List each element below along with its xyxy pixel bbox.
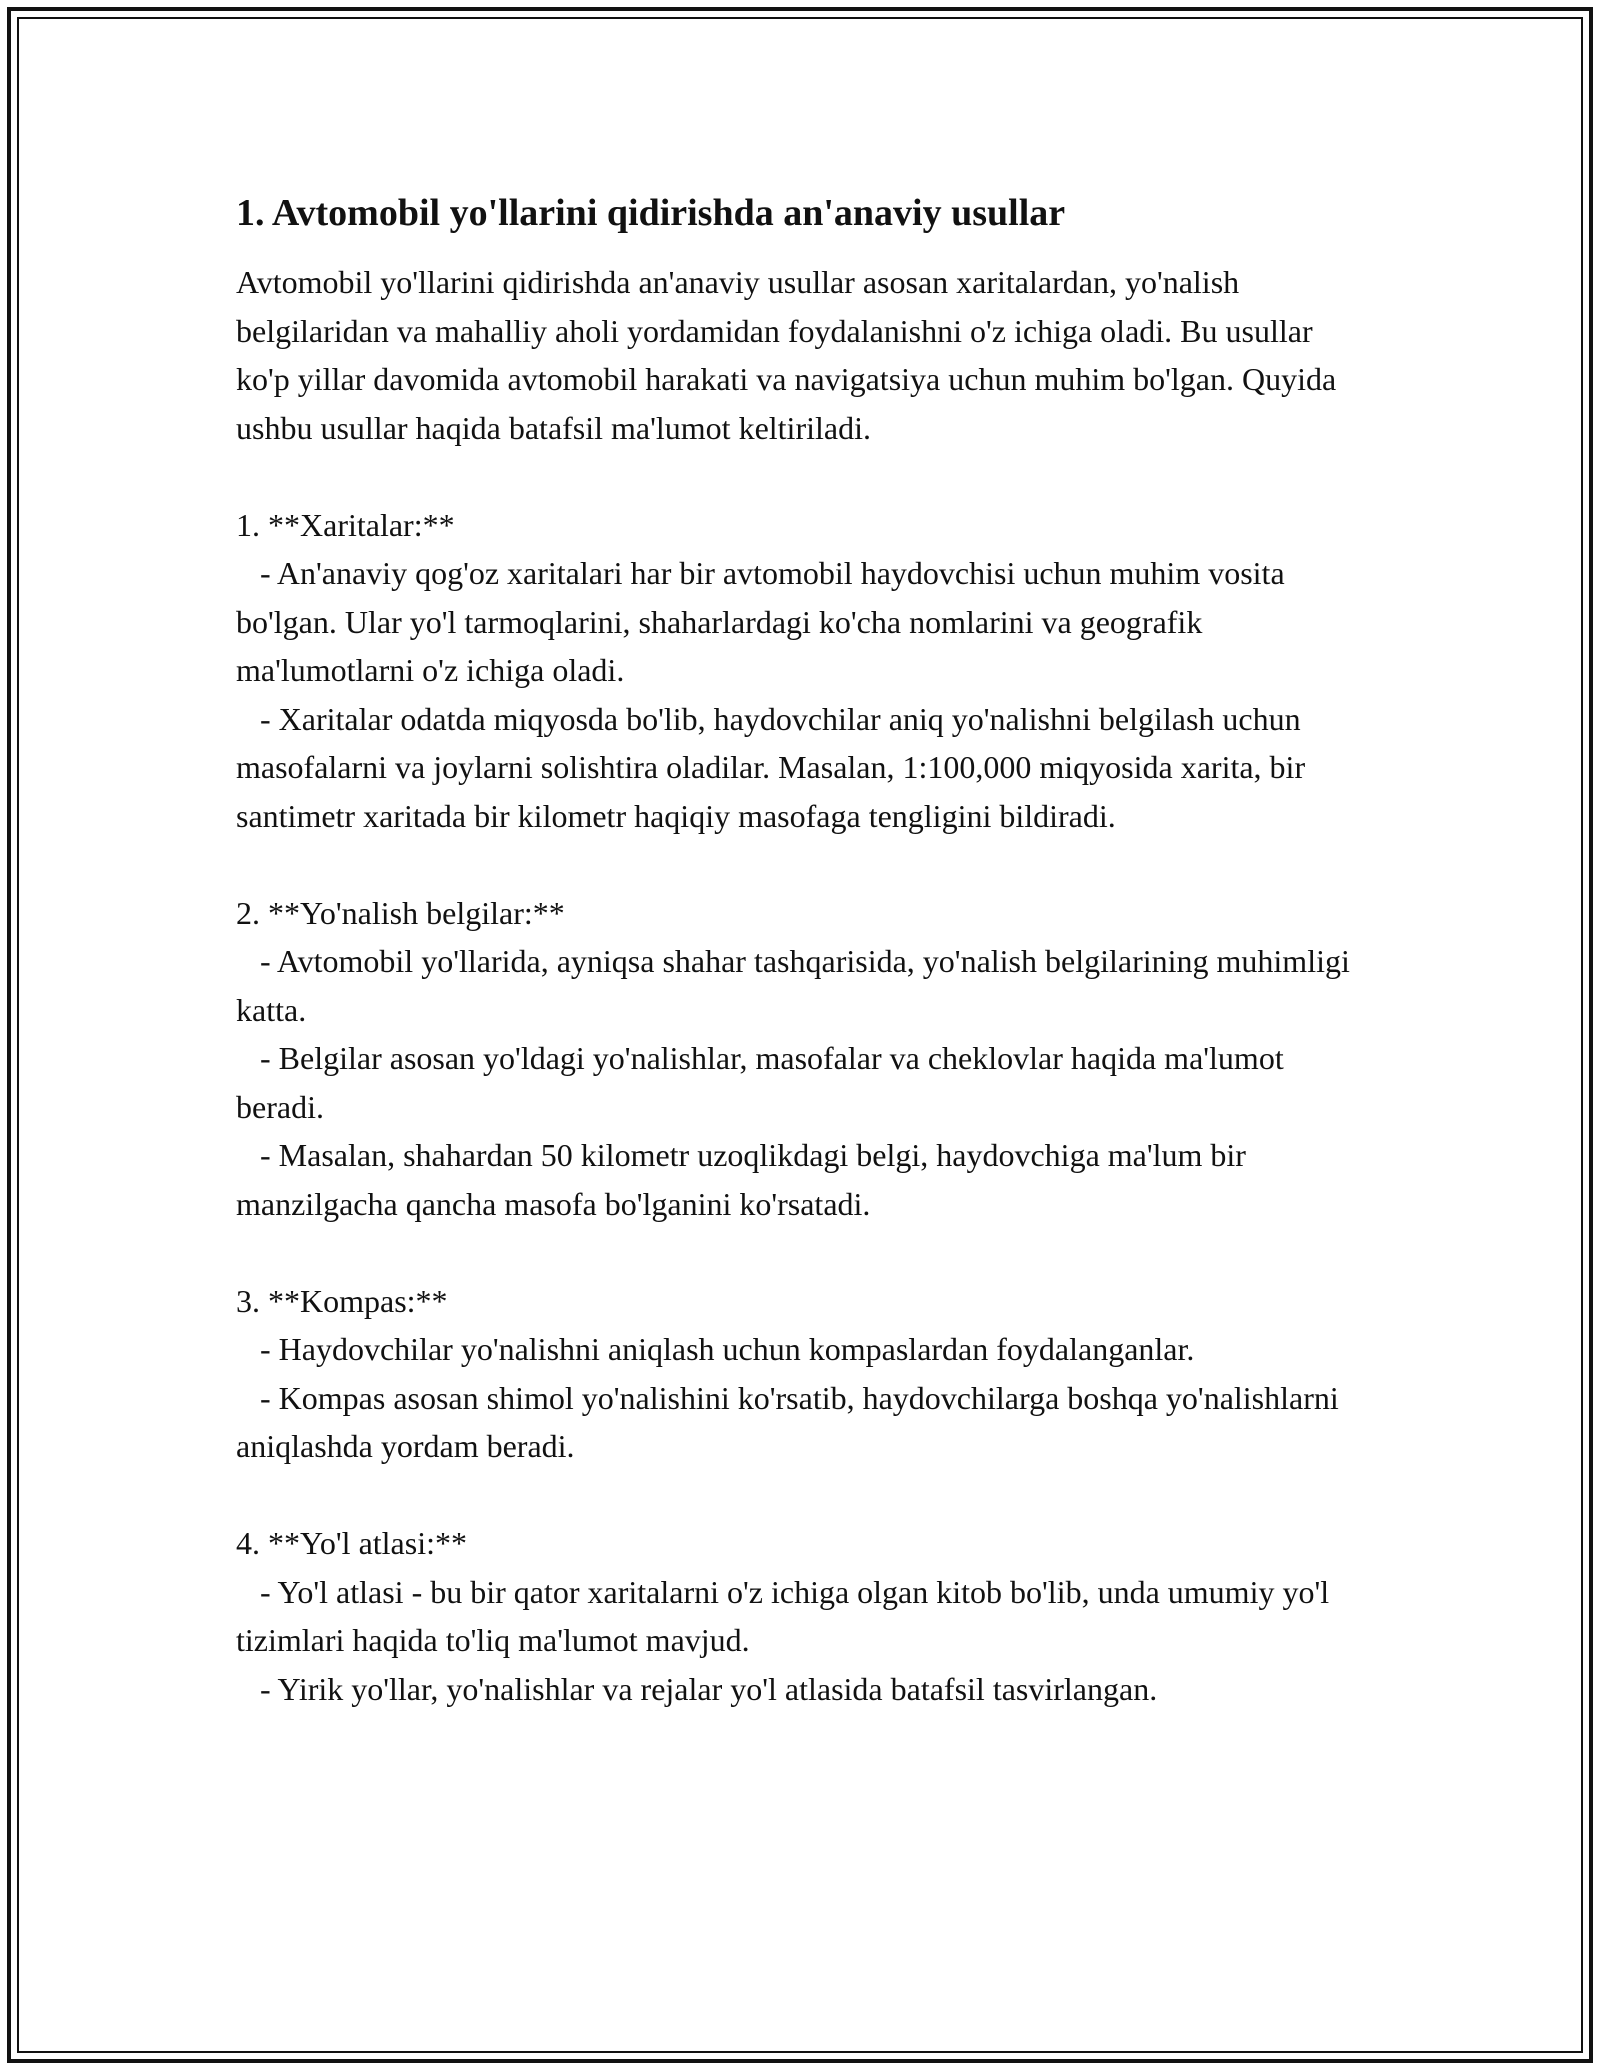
document-body: Avtomobil yo'llarini qidirishda an'anaviy usullar asosan xaritalardan, yo'nalish belgilaridan va mahalliy aholi yordamidan foydalanishni o'z ichiga oladi. Bu usullar ko'p yillar davomida avtomobil harakati va navigatsiya uchun muhim bo'lgan. Quyida ushbu usullar haqida batafsil ma'lumot keltiriladi. 1. **Xaritalar:** - An'anaviy qog'oz xaritalari har bir avtomobil haydovchisi uchun muhim vosita bo'lgan. Ular yo'l tarmoqlarini, shaharlardagi ko'cha nomlarini va geografik ma'lumotlarni o'z ichiga oladi. - Xaritalar odatda miqyosda bo'lib, haydovchilar aniq yo'nalishni belgilash uchun masofalarni va joylarni solishtira oladilar. Masalan, 1:100,000 miqyosida xarita, bir santimetr xaritada bir kilometr haqiqiy masofaga tengligini bildiradi. 2. **Yo'nalish belgilar:** - Avtomobil yo'llarida, ayniqsa shahar tashqarisida, yo'nalish belgilarining muhimligi katta. - Belgilar asosan yo'ldagi yo'nalishlar, masofalar va cheklovlar haqida ma'lumot beradi. - Masalan, shahardan 50 kilometr uzoqlikdagi belgi, haydovchiga ma'lum bir manzilgacha qancha masofa bo'lganini ko'rsatadi. 3. **Kompas:** - Haydovchilar yo'nalishni aniqlash uchun kompaslardan foydalanganlar. - Kompas asosan shimol yo'nalishini ko'rsatib, haydovchilarga boshqa yo'nalishlarni aniqlashda yordam beradi. 4. **Yo'l atlasi:** - Yo'l atlasi - bu bir qator xaritalarni o'z ichiga olgan kitob bo'lib, unda umumiy yo'l tizimlari haqida to'liq ma'lumot mavjud. - Yirik yo'llar, yo'nalishlar va rejalar yo'l atlasida batafsil tasvirlangan. xyxy=(236,264,1350,1707)
document-content xyxy=(236,186,1366,1713)
document-title: 1. Avtomobil yo'llarini qidirishda an'anaviy usullar xyxy=(236,192,1066,234)
